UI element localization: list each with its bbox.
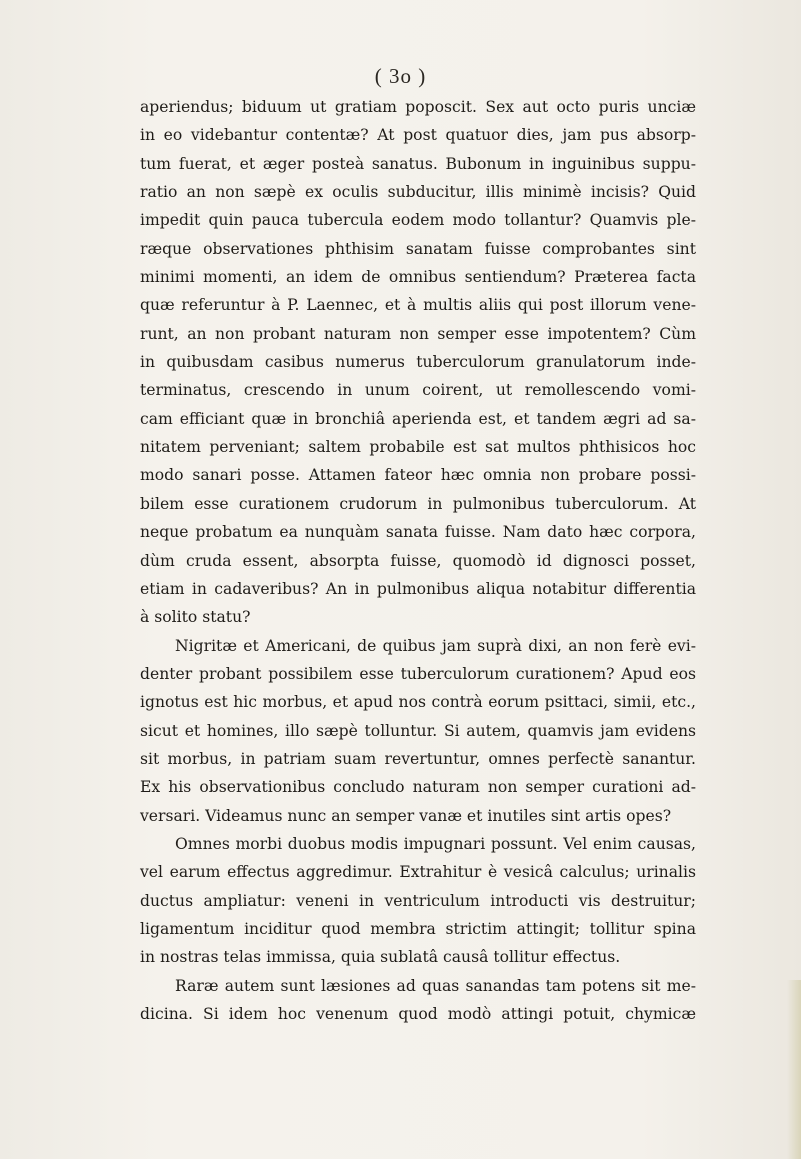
text-line: etiam in cadaveribus? An in pulmonibus aliqua notabitur differentia	[140, 579, 696, 598]
text-line: terminatus, crescendo in unum coirent, ut remollescendo vomi-	[140, 381, 696, 400]
paper-stain	[787, 980, 801, 1159]
text-line: nitatem perveniant; saltem probabile est sat multos phthisicos hoc	[140, 438, 696, 457]
text-line: vel earum effectus aggredimur. Extrahitur è vesicâ calculus; urinalis	[140, 863, 696, 882]
text-line: ignotus est hic morbus, et apud nos contrà eorum psittaci, simii, etc.,	[140, 693, 696, 712]
page-number: ( 3o )	[374, 64, 427, 88]
text-line: Ex his observationibus concludo naturam non semper curationi ad-	[140, 778, 696, 797]
text-line: denter probant possibilem esse tuberculorum curationem? Apud eos	[140, 664, 696, 683]
text-line: minimi momenti, an idem de omnibus sentiendum? Præterea facta	[140, 268, 696, 287]
text-line: tum fuerat, et æger posteà sanatus. Bubonum in inguinibus suppu-	[140, 154, 696, 173]
body-text	[140, 93, 696, 1028]
text-line: cam efficiant quæ in bronchiâ aperienda est, et tandem ægri ad sa-	[140, 409, 696, 428]
text-line: dicina. Si idem hoc venenum quod modò attingi potuit, chymicæ	[140, 1005, 696, 1023]
text-line: à solito statu?	[140, 608, 251, 627]
text-line: runt, an non probant naturam non semper esse impotentem? Cùm	[140, 324, 696, 343]
text-line: ræque observationes phthisim sanatam fuisse comprobantes sint	[140, 239, 696, 258]
text-line: quæ referuntur à P. Laennec, et à multis aliis qui post illorum vene-	[140, 296, 696, 315]
text-line: in quibusdam casibus numerus tuberculorum granulatorum inde-	[140, 353, 696, 372]
text-line: neque probatum ea nunquàm sanata fuisse. Nam dato hæc corpora,	[140, 523, 696, 542]
text-line: aperiendus; biduum ut gratiam poposcit. Sex aut octo puris unciæ	[140, 98, 696, 116]
text-line: sit morbus, in patriam suam revertuntur, omnes perfectè sanantur.	[140, 749, 696, 768]
text-line: ductus ampliatur: veneni in ventriculum introducti vis destruitur;	[140, 891, 696, 910]
text-line: ratio an non sæpè ex oculis subducitur, illis minimè incisis? Quid	[140, 183, 696, 202]
text-line: sicut et homines, illo sæpè tolluntur. Si autem, quamvis jam evidens	[140, 721, 696, 740]
text-line: in nostras telas immissa, quia sublatâ causâ tollitur effectus.	[140, 948, 621, 967]
text-line: Omnes morbi duobus modis impugnari possunt. Vel enim causas,	[175, 834, 696, 853]
text-line: versari. Videamus nunc an semper vanæ et inutiles sint artis opes?	[140, 806, 672, 825]
text-line: impedit quin pauca tubercula eodem modo tollantur? Quamvis ple-	[140, 211, 696, 230]
text-line: modo sanari posse. Attamen fateor hæc omnia non probare possi-	[140, 466, 696, 485]
text-line: Raræ autem sunt læsiones ad quas sanandas tam potens sit me-	[175, 976, 696, 995]
text-line: Nigritæ et Americani, de quibus jam suprà dixi, an non ferè evi-	[175, 636, 696, 655]
text-line: dùm cruda essent, absorpta fuisse, quomodò id dignosci posset,	[140, 551, 696, 570]
text-line: ligamentum inciditur quod membra strictim attingit; tollitur spina	[140, 919, 696, 938]
text-line: bilem esse curationem crudorum in pulmonibus tuberculorum. At	[140, 494, 696, 513]
text-line: in eo videbantur contentæ? At post quatuor dies, jam pus absorp-	[140, 126, 696, 145]
